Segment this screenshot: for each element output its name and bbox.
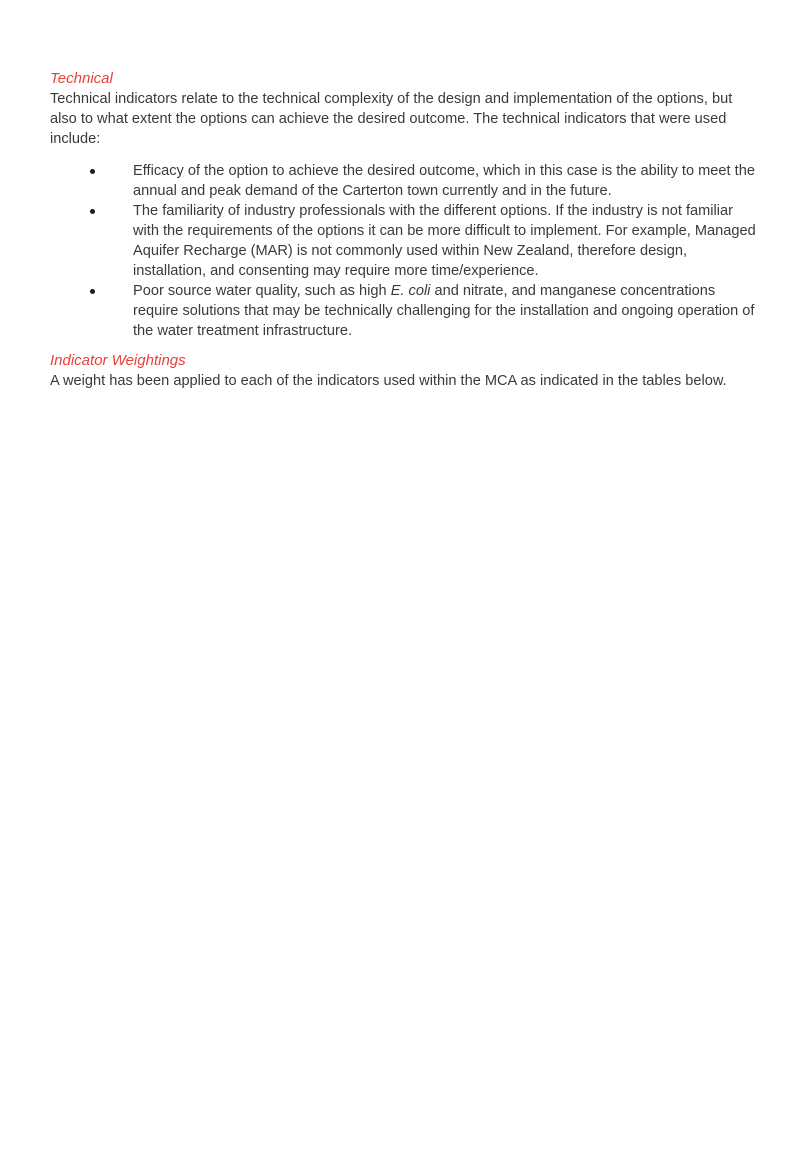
- list-item: [50, 161, 760, 201]
- weightings-text: A weight has been applied to each of the indicators used within the MCA as indicated in the tables below.: [50, 373, 727, 389]
- bullet-icon: [90, 289, 95, 294]
- list-item: [50, 201, 760, 281]
- list-item-text-after: and nitrate, and manganese concentrations require solutions that may be technically challenging for the installation and ongoing operation of the water treatment infrastructure.: [133, 283, 755, 339]
- list-item-text: Efficacy of the option to achieve the desired outcome, which in this case is the ability to meet the annual and peak demand of the Carterton town currently and in the future.: [133, 163, 755, 199]
- technical-intro: Technical indicators relate to the technical complexity of the design and implementation of the options, but also to what extent the options can achieve the desired outcome. The technical indicators that were used include:: [50, 91, 733, 147]
- weightings-heading: Indicator Weightings: [50, 352, 186, 369]
- technical-heading: Technical: [50, 70, 113, 87]
- technical-indicator-list: [50, 161, 760, 341]
- list-item-italic-term: E. coli: [390, 283, 431, 299]
- bullet-icon: [90, 209, 95, 214]
- bullet-icon: [90, 169, 95, 174]
- list-item-text: The familiarity of industry professionals with the different options. If the industry is not familiar with the requirements of the options it can be more difficult to implement. For example, Managed Aquifer Recharge (MAR) is not commonly used within New Zealand, therefore design, installation, and consenting may require more time/experience.: [133, 203, 756, 279]
- list-item: [50, 281, 760, 341]
- document-page: [50, 69, 760, 391]
- weightings-section: [50, 351, 760, 391]
- list-item-text-before: Poor source water quality, such as high: [133, 283, 391, 299]
